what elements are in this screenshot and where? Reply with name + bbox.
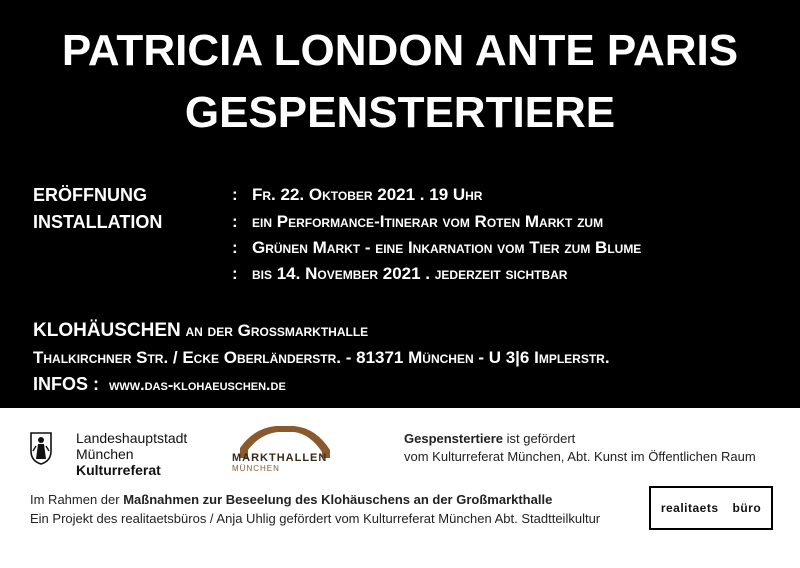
funding-rest: ist gefördert (503, 431, 576, 446)
infos-line (33, 374, 286, 395)
venue-line (33, 320, 368, 342)
realitaetsbuero-logo (649, 486, 773, 530)
munich-wordmark (76, 430, 187, 478)
funding-line2: vom Kulturreferat München, Abt. Kunst im Öffentlichen Raum (404, 449, 756, 464)
infos-separator: : (88, 374, 110, 394)
funding-project: Gespenstertiere (404, 431, 503, 446)
sponsor-footer (0, 408, 800, 568)
infos-label: INFOS (33, 374, 89, 394)
detail-colon: : (232, 238, 238, 257)
munich-coat-of-arms-icon (30, 431, 52, 465)
poster-title: PATRICIA LONDON ANTE PARIS (61, 26, 739, 75)
venue-address: Thalkirchner Str. / Ecke Oberländerstr. - 81371 München - U 3|6 Implerstr. (33, 348, 610, 367)
funding-note (404, 430, 756, 466)
detail-colon: : (232, 185, 238, 204)
markthallen-subline: MÜNCHEN (232, 464, 280, 473)
detail-colon: : (232, 212, 238, 231)
project-credits (30, 490, 600, 528)
credits-program: Maßnahmen zur Beseelung des Klohäuschens an der Großmarkthalle (123, 492, 553, 507)
detail-colon: : (232, 264, 238, 283)
credits-prefix: Im Rahmen der (30, 492, 124, 507)
munich-line2: München (76, 446, 134, 462)
credits-line2: Ein Projekt des realitaetsbüros / Anja Uhlig gefördert vom Kulturreferat München Abt. Stadtteilkultur (30, 511, 601, 526)
detail-value: Fr. 22. Oktober 2021 . 19 Uhr (252, 185, 483, 204)
infos-url: www.das-klohaeuschen.de (109, 377, 286, 394)
venue-suffix: an der Großmarkthalle (180, 321, 369, 340)
detail-value: bis 14. November 2021 . jederzeit sichtbar (252, 264, 568, 283)
munich-line3: Kulturreferat (76, 462, 161, 478)
poster-subtitle: GESPENSTERTIERE (184, 88, 616, 137)
detail-value: Grünen Markt - eine Inkarnation vom Tier zum Blume (252, 238, 642, 257)
badge-word2: büro (732, 501, 762, 515)
detail-label: ERÖFFNUNG (33, 185, 147, 205)
venue-name: KLOHÄUSCHEN (33, 320, 181, 341)
munich-line1: Landeshauptstadt (76, 430, 188, 446)
badge-word1: realitaets (660, 501, 719, 515)
detail-label: INSTALLATION (33, 212, 163, 232)
markthallen-wordmark: MARKTHALLEN (232, 452, 328, 464)
detail-value: ein Performance-Itinerar vom Roten Markt zum (252, 212, 604, 231)
